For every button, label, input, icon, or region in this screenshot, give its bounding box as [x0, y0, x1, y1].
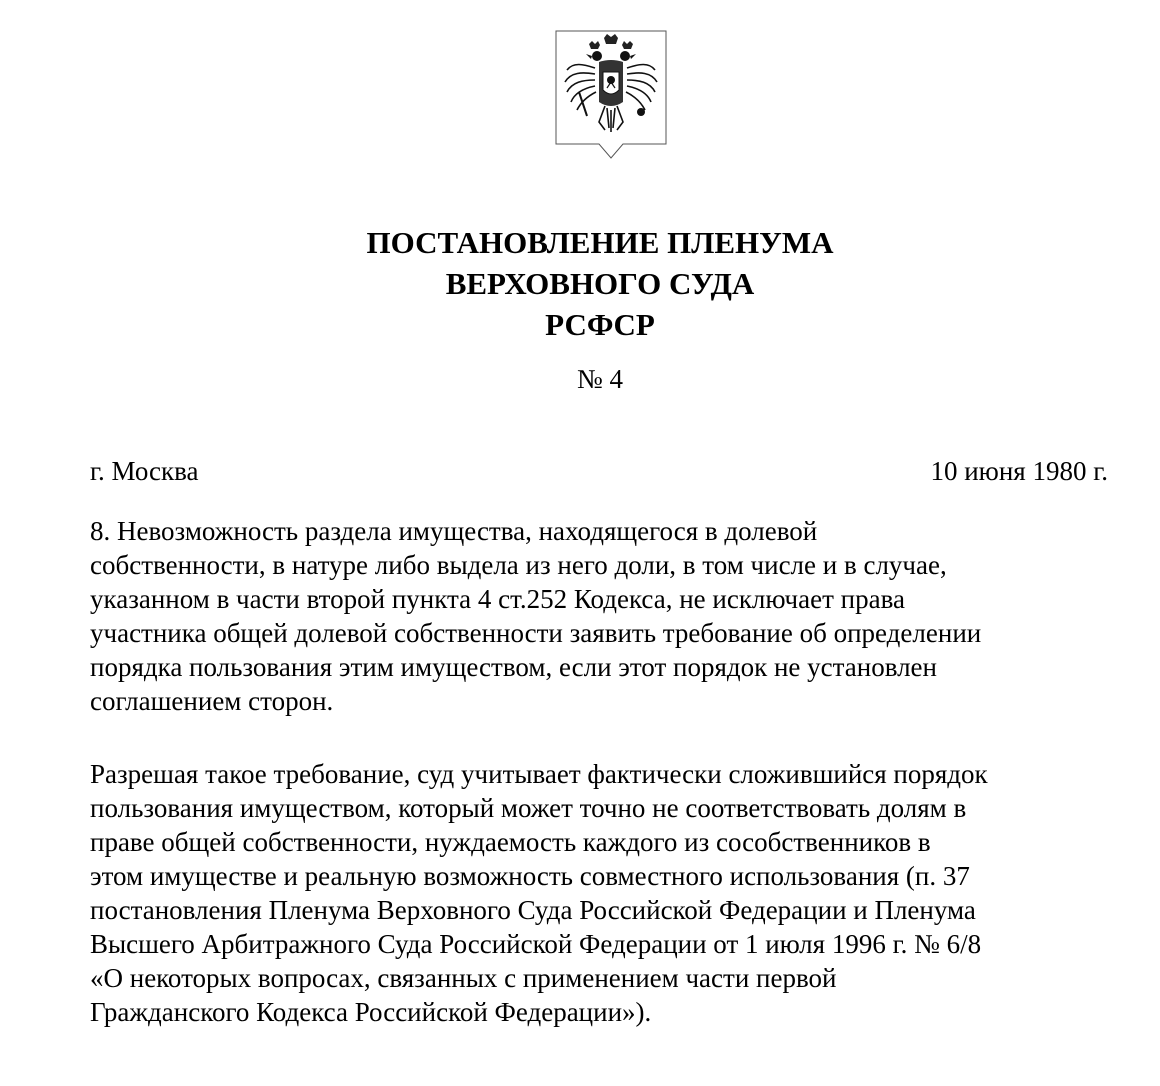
text-line: собственности, в натуре либо выдела из него доли, в том числе и в случае,	[90, 550, 947, 580]
text-line: порядка пользования этим имуществом, если этот порядок не установлен	[90, 652, 937, 682]
title-line: ВЕРХОВНОГО СУДА	[445, 266, 755, 301]
text-line: Высшего Арбитражного Суда Российской Федерации от 1 июля 1996 г. № 6/8	[90, 929, 982, 959]
text-line: соглашением сторон.	[90, 686, 334, 716]
document-date: 10 июня 1980 г.	[930, 456, 1108, 486]
text-line: праве общей собственности, нуждаемость каждого из сособственников в	[90, 827, 931, 857]
title-line: РСФСР	[545, 307, 655, 342]
document-number: № 4	[576, 364, 623, 394]
title-line: ПОСТАНОВЛЕНИЕ ПЛЕНУМА	[366, 225, 834, 260]
text-line: 8. Невозможность раздела имущества, находящегося в долевой	[90, 516, 818, 546]
text-line: пользования имуществом, который может точно не соответствовать долям в	[90, 793, 967, 823]
text-line: Разрешая такое требование, суд учитывает фактически сложившийся порядок	[90, 759, 988, 789]
text-line: «О некоторых вопросах, связанных с применением части первой	[90, 963, 837, 993]
text-line: Гражданского Кодекса Российской Федерации»).	[90, 997, 652, 1027]
coat-of-arms-icon	[555, 30, 667, 160]
text-line: этом имуществе и реальную возможность совместного использования (п. 37	[90, 861, 970, 891]
text-line: указанном в части второй пункта 4 ст.252 Кодекса, не исключает права	[90, 584, 905, 614]
text-line: постановления Пленума Верховного Суда Российской Федерации и Пленума	[90, 895, 976, 925]
text-line: участника общей долевой собственности заявить требование об определении	[90, 618, 982, 648]
document-title	[0, 222, 1160, 345]
document-place: г. Москва	[90, 456, 199, 486]
paragraph-1	[90, 514, 1120, 718]
paragraph-2	[90, 757, 1120, 1029]
